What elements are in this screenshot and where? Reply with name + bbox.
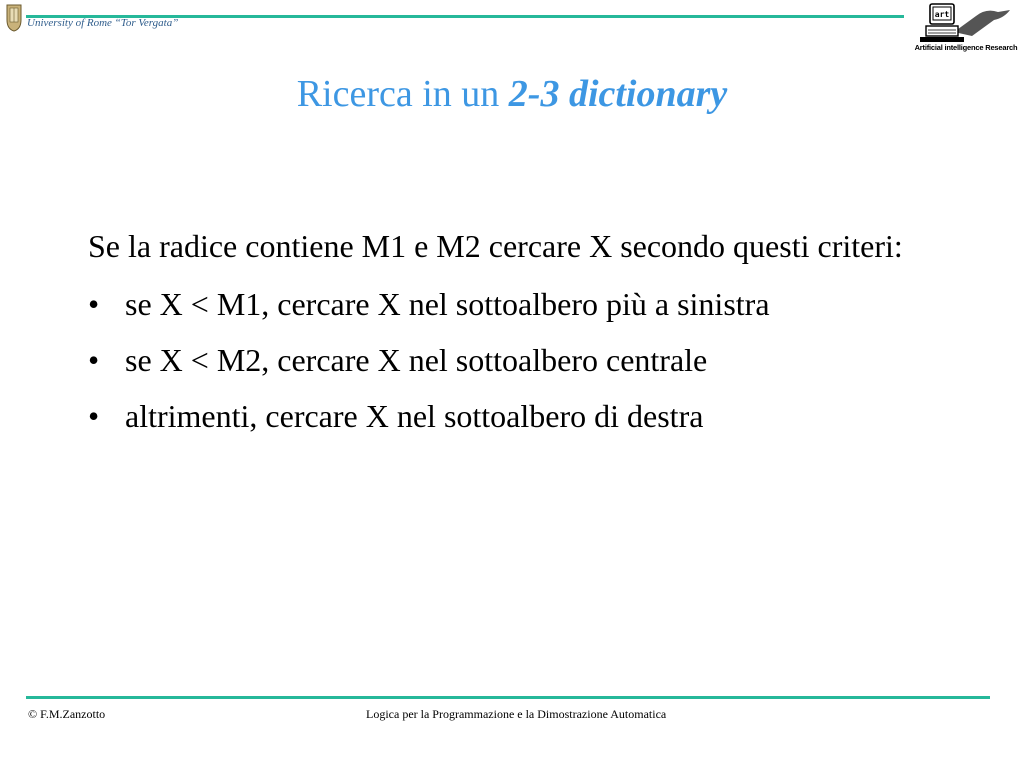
slide-title <box>0 72 1024 116</box>
bullet-icon: • <box>88 342 100 378</box>
art-logo-caption: Artificial intelligence Research <box>914 43 1018 52</box>
university-name: University of Rome “Tor Vergata” <box>27 17 179 29</box>
footer-rule <box>26 696 990 699</box>
bullet-icon: • <box>88 286 100 322</box>
criteria-list <box>88 280 948 440</box>
intro-paragraph: Se la radice contiene M1 e M2 cercare X secondo questi criteri: <box>88 228 903 264</box>
slide-body <box>88 222 948 448</box>
art-logo-label: art <box>934 10 950 19</box>
university-shield-icon <box>6 4 22 32</box>
list-item <box>88 280 948 328</box>
footer-author: © F.M.Zanzotto <box>28 707 106 721</box>
bullet-icon: • <box>88 398 100 434</box>
slide-title-emphasis: 2-3 dictionary <box>508 73 728 115</box>
list-item <box>88 336 948 384</box>
list-item-text: se X < M1, cercare X nel sottoalbero più a sinistra <box>125 286 770 322</box>
footer-course: Logica per la Programmazione e la Dimostrazione Automatica <box>366 707 667 721</box>
list-item-text: altrimenti, cercare X nel sottoalbero di destra <box>125 398 704 434</box>
list-item-text: se X < M2, cercare X nel sottoalbero centrale <box>125 342 708 378</box>
list-item <box>88 392 948 440</box>
slide-title-plain: Ricerca in un <box>296 73 509 115</box>
